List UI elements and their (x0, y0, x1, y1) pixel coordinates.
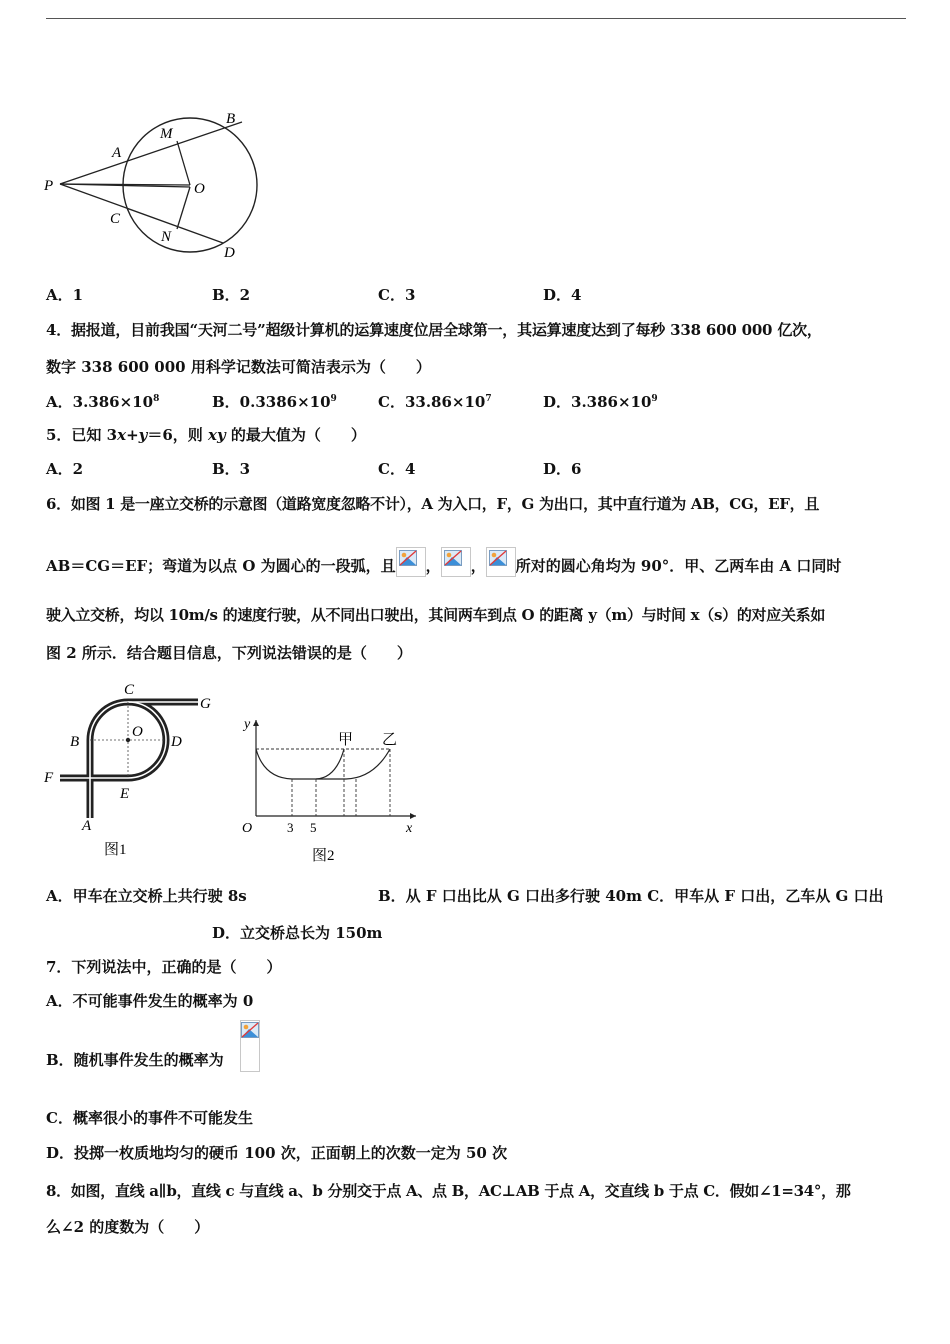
q7-option-a: A．不可能事件发生的概率为 0 (46, 992, 254, 1010)
q6-stem-line1: 6．如图 1 是一座立交桥的示意图（道路宽度忽略不计），A 为入口，F，G 为出口，其中直行道为 AB，CG，EF，且 (46, 495, 820, 513)
fig2-tick-5: 5 (310, 820, 317, 835)
q4-option-a: A．$3.386\times 10^8$ (46, 393, 160, 411)
label-D: D (224, 245, 235, 261)
label-M: M (160, 126, 173, 142)
fig1-label-O: O (132, 724, 143, 740)
q3-circle-figure (40, 105, 280, 265)
q6-option-d: D．立交桥总长为 150m (212, 924, 383, 942)
q7-stem: 7．下列说法中，正确的是（ ） (46, 958, 282, 976)
fig2-tick-3: 3 (287, 820, 294, 835)
fig1-label-B: B (70, 734, 80, 750)
broken-image-icon (396, 547, 426, 577)
label-P: P (44, 178, 54, 194)
q4-option-d: D．$3.386\times 10^9$ (543, 393, 658, 411)
q5-option-a: A．2 (46, 460, 84, 478)
broken-image-icon (441, 547, 471, 577)
broken-image-icon (486, 547, 516, 577)
q3-option-d: D．4 (543, 286, 582, 304)
q6-option-a: A．甲车在立交桥上共行驶 8s (46, 887, 247, 905)
q6-stem-line2: AB＝CG＝EF；弯道为以点 O 为圆心的一段弧，且 ， ， 所对的圆心角均为 90°．甲、乙两车由 A 口同时 (46, 556, 841, 577)
q6-stem-line3: 驶入立交桥，均以 10m/s 的速度行驶，从不同出口驶出，其间两车到点 O 的距离 y（m）与时间 x（s）的对应关系如 (46, 606, 826, 624)
q3-option-a: A．1 (46, 286, 84, 304)
fig2-caption: 图2 (312, 848, 335, 864)
q3-option-b: B．2 (212, 286, 251, 304)
q6-figure1-interchange (40, 678, 230, 863)
label-N: N (161, 229, 172, 245)
q8-stem-line2: 么∠2 的度数为（ ） (46, 1218, 210, 1236)
q7-option-d: D．投掷一枚质地均匀的硬币 100 次，正面朝上的次数一定为 50 次 (46, 1144, 508, 1162)
fig2-y-axis-label: y (244, 717, 251, 732)
q6-option-bc: B．从 F 口出比从 G 口出多行驶 40m C．甲车从 F 口出，乙车从 G 口出 (378, 887, 884, 905)
broken-image-icon (240, 1020, 260, 1072)
fig1-label-D: D (171, 734, 182, 750)
q8-stem-line1: 8．如图，直线 a∥b，直线 c 与直线 a、b 分别交于点 A、点 B，AC⊥AB 于点 A，交直线 b 于点 C．假如∠1=34°，那 (46, 1182, 851, 1200)
fig1-label-G: G (200, 696, 211, 712)
q6-stem-line4: 图 2 所示．结合题目信息，下列说法错误的是（ ） (46, 644, 412, 662)
q5-option-b: B．3 (212, 460, 251, 478)
fig1-label-A: A (82, 818, 92, 834)
q4-option-c: C．$33.86\times 10^7$ (378, 393, 492, 411)
q4-stem-line1: 4．据报道，目前我国“天河二号”超级计算机的运算速度位居全球第一，其运算速度达到了每秒 338 600 000 亿次， (46, 321, 822, 339)
fig2-label-jia: 甲 (338, 732, 354, 748)
q5-option-d: D．6 (543, 460, 582, 478)
label-C: C (110, 211, 121, 227)
label-A: A (112, 145, 122, 161)
q4-stem-line2: 数字 338 600 000 用科学记数法可简洁表示为（ ） (46, 358, 431, 376)
q5-stem: 5．已知 3x+y＝6，则 xy 的最大值为（ ） (46, 426, 366, 444)
q4-option-b: B．$0.3386\times 10^9$ (212, 393, 337, 411)
q6-figure2-graph (228, 708, 428, 868)
q5-option-c: C．4 (378, 460, 416, 478)
label-B: B (226, 111, 236, 127)
fig2-label-yi: 乙 (382, 732, 398, 748)
fig1-label-E: E (120, 786, 130, 802)
q3-option-c: C．3 (378, 286, 416, 304)
fig2-x-axis-label: x (406, 821, 413, 836)
fig1-label-F: F (44, 770, 54, 786)
q7-option-c: C．概率很小的事件不可能发生 (46, 1109, 253, 1127)
fig1-caption: 图1 (104, 842, 127, 858)
q7-option-b: B．随机事件发生的概率为 (46, 1051, 224, 1069)
header-rule (46, 18, 906, 19)
fig2-origin: O (242, 821, 253, 836)
label-O: O (194, 181, 205, 197)
fig1-label-C: C (124, 682, 135, 698)
